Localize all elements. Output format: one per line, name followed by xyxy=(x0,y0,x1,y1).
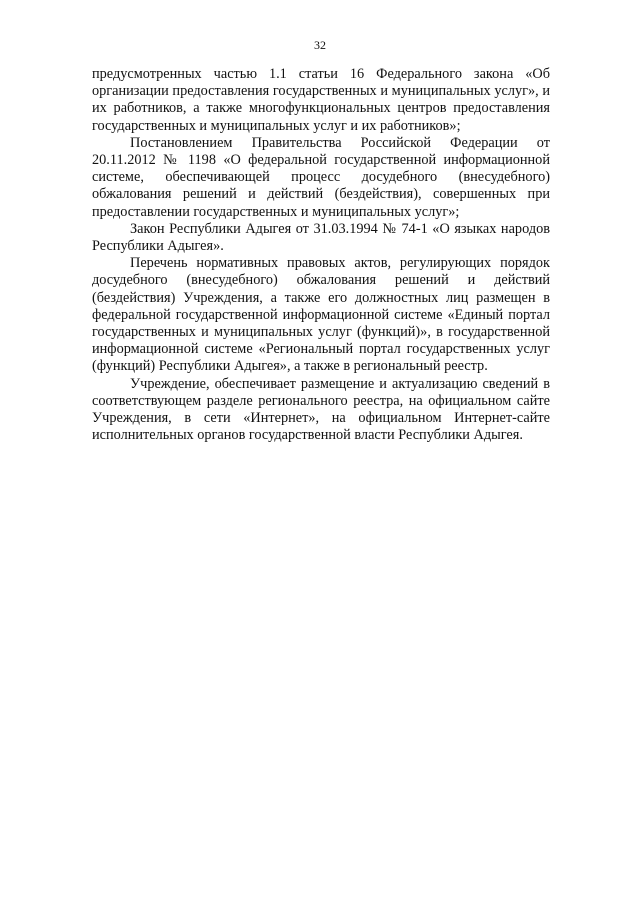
paragraph-language-law: Закон Республики Адыгея от 31.03.1994 № 74-1 «О языках народов Республики Адыгея». xyxy=(92,220,550,255)
document-body xyxy=(92,66,550,444)
paragraph-continuation: предусмотренных частью 1.1 статьи 16 Федерального закона «Об организации предоставления государственных и муниципальных услуг», и их работников, а также многофункциональных центров предоставления государственных и муниципальных услуг и их работников»; xyxy=(92,66,550,134)
paragraph-legal-acts-list: Перечень нормативных правовых актов, регулирующих порядок досудебного (внесудебного) обжалования решений и действий (бездействия) Учреждения, а также его должностных лиц размещен в федеральной государственной информационной системе «Единый портал государственных и муниципальных услуг (функций)», в государственной информационной системе «Региональный портал государственных услуг (функций) Республики Адыгея», а также в региональный реестр. xyxy=(92,255,550,375)
page-number: 32 xyxy=(314,38,326,52)
paragraph-institution-duties: Учреждение, обеспечивает размещение и актуализацию сведений в соответствующем разделе регионального реестра, на официальном сайте Учреждения, в сети «Интернет», на официальном Интернет-сайте исполнительных органов государственной власти Республики Адыгея. xyxy=(92,375,550,444)
paragraph-government-decree: Постановлением Правительства Российской Федерации от 20.11.2012 № 1198 «О федеральной государственной информационной системе, обеспечивающей процесс досудебного (внесудебного) обжалования решений и действий (бездействия), совершенных при предоставлении государственных и муниципальных услуг»; xyxy=(92,134,550,220)
